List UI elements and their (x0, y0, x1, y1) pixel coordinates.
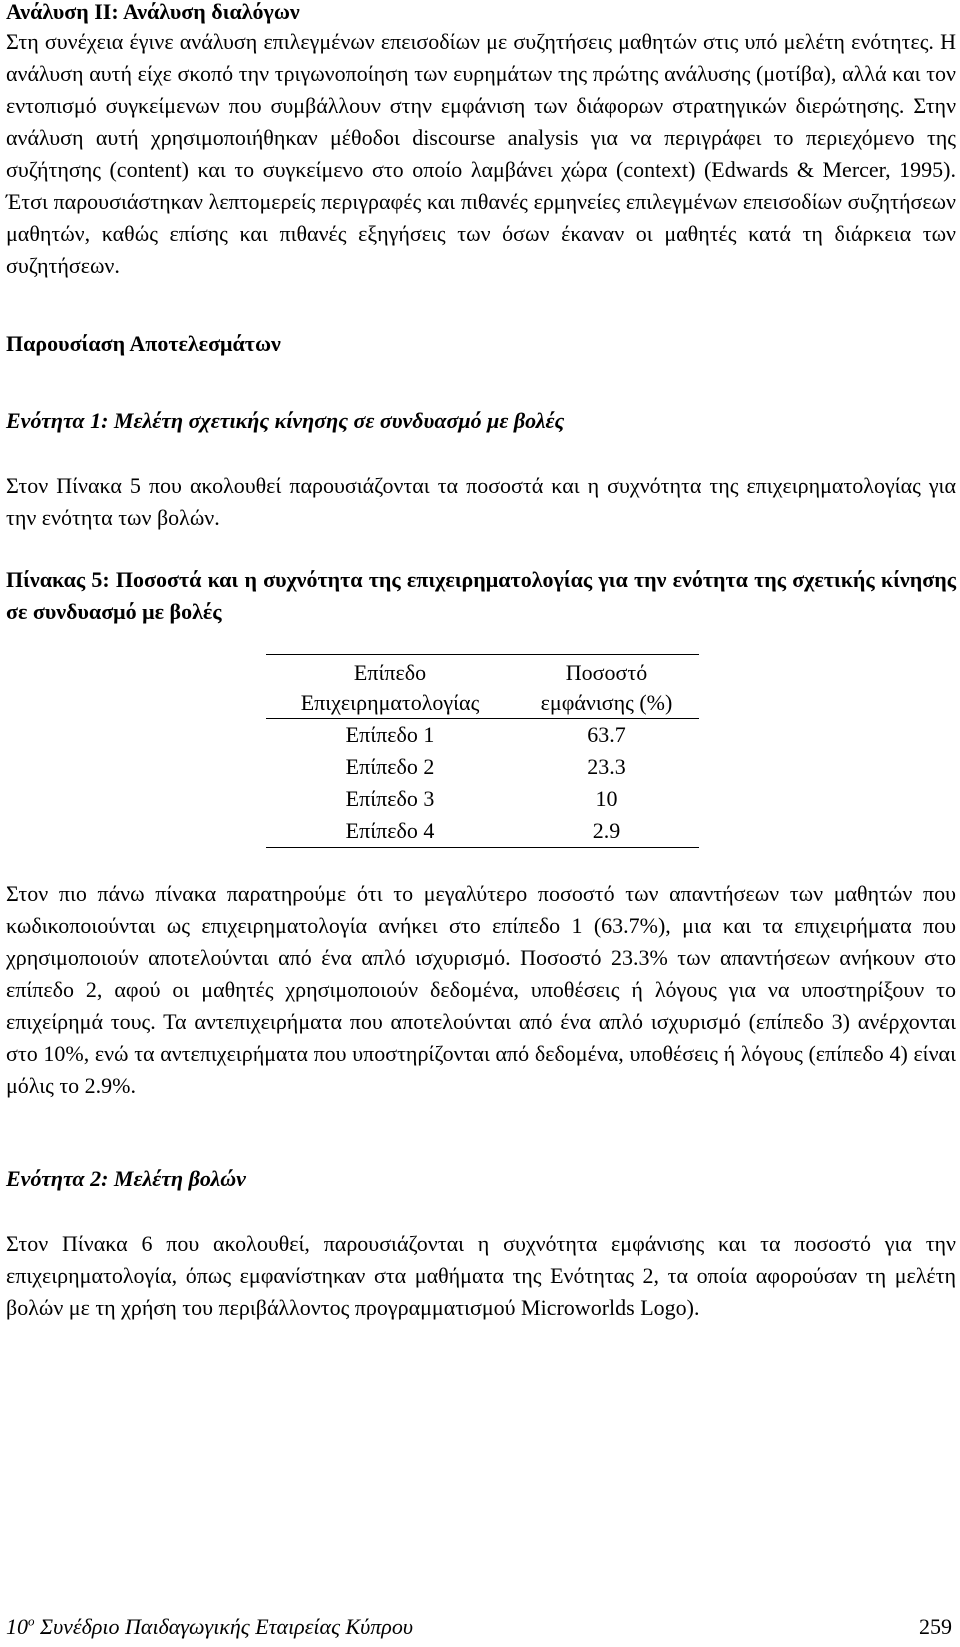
unit1-intro: Στον Πίνακα 5 που ακολουθεί παρουσιάζονται τα ποσοστά και η συχνότητα της επιχειρηματολογίας για την ενότητα των βολών. (6, 473, 956, 530)
conference-number: 10 (6, 1614, 28, 1639)
table5-discussion: Στον πιο πάνω πίνακα παρατηρούμε ότι το μεγαλύτερο ποσοστό των απαντήσεων των μαθητών που κωδικοποιούνται ως επιχειρηματολογία ανήκει στο επίπεδο 1 (63.7%), μια και τα επιχειρήματα που χρησιμοποιούν αποτελούνται από ένα απλό ισχυρισμό. Ποσοστό 23.3% των απαντήσεων ανήκουν στο επίπεδο 2, αφού οι μαθητές χρησιμοποιούν δεδομένα, υποθέσεις ή λόγους για να υποστηρίξουν το επιχείρημά τους. Τα αντεπιχειρήματα που αποτελούνται από ένα απλό ισχυρισμό (επίπεδο 3) ανέρχονται στο 10%, ενώ τα αντεπιχειρήματα που υποστηρίζονται από δεδομένα, υποθέσεις ή λόγους (επίπεδο 4) είναι μόλις το 2.9%. (6, 881, 956, 1098)
table5-header-col1-line2: Επιχειρηματολογίας (266, 688, 514, 719)
table5-header-col2-line1: Ποσοστό (514, 655, 699, 689)
table5-level-cell: Επίπεδο 2 (345, 754, 435, 779)
table-row (266, 751, 699, 783)
intro-paragraph-part-1: Στη συνέχεια έγινε ανάλυση επιλεγμένων επεισοδίων με συζητήσεις μαθητών στις υπό μελέτη ενότητες. Η ανάλυση αυτή είχε σκοπό την τριγωνοποίηση των ευρημάτων της πρώτης ανάλυσης (μοτίβα), αλλά και τον εντοπισμό συγκείμενων που συμβάλλουν στην εμφάνιση των διάφορων στρατηγικών διερώτησης. (6, 29, 956, 118)
table5-caption: Πίνακας 5: Ποσοστά και η συχνότητα της επιχειρηματολογίας για την ενότητα της σχετικής κίνησης σε συνδυασμό με βολές (6, 567, 956, 624)
results-heading: Παρουσίαση Αποτελεσμάτων (6, 331, 281, 356)
table5-level-cell: Επίπεδο 1 (345, 722, 435, 747)
table5-value-cell: 23.3 (587, 754, 626, 779)
page-number: 259 (919, 1614, 952, 1639)
table-row (266, 783, 699, 815)
table5-value-cell: 2.9 (514, 815, 699, 848)
table-row (266, 815, 699, 848)
unit2-heading: Ενότητα 2: Μελέτη βολών (6, 1166, 246, 1191)
table5-header-row-1 (266, 655, 699, 689)
conference-name: Συνέδριο Παιδαγωγικής Εταιρείας Κύπρου (40, 1614, 413, 1639)
table5-header-col2-line2: εμφάνισης (%) (514, 688, 699, 719)
intro-paragraph (6, 26, 956, 282)
conference-ordinal: ο (28, 1613, 35, 1629)
table5-header-row-2 (266, 688, 699, 719)
unit2-intro: Στον Πίνακα 6 που ακολουθεί, παρουσιάζονται η συχνότητα εμφάνισης και τα ποσοστό για την επιχειρηματολογία, όπως εμφανίστηκαν στα μαθήματα της Ενότητας 2, τα οποία αφορούσαν τη μελέτη βολών με τη χρήση του περιβάλλοντος προγραμματισμού Microworlds Logo). (6, 1231, 956, 1320)
table5-level-cell: Επίπεδο 3 (345, 786, 435, 811)
table-row (266, 719, 699, 752)
page-footer (6, 1613, 956, 1641)
table5-level-cell: Επίπεδο 4 (266, 815, 514, 848)
table5-value-cell: 63.7 (587, 722, 626, 747)
table5-header-col1-line1: Επίπεδο (266, 655, 514, 689)
unit1-heading: Ενότητα 1: Μελέτη σχετικής κίνησης σε συνδυασμό με βολές (6, 408, 565, 433)
table5 (266, 654, 699, 848)
table5-value-cell: 10 (595, 786, 618, 811)
section-heading: Ανάλυση ΙΙ: Ανάλυση διαλόγων (6, 0, 300, 24)
intro-paragraph-part-2: Στην ανάλυση αυτή χρησιμοποιήθηκαν μέθοδοι discourse analysis για να περιγράφει το περιεχόμενο της συζήτησης (content) και το συγκείμενο στο οποίο λαμβάνει χώρα (context) (Edwards & Mercer, 1995). Έτσι παρουσιάστηκαν λεπτομερείς περιγραφές και πιθανές ερμηνείες επιλεγμένων επεισοδίων συζητήσεων μαθητών, καθώς επίσης και πιθανές εξηγήσεις των όσων έκαναν οι μαθητές κατά τη διάρκεια των συζητήσεων. (6, 93, 957, 278)
